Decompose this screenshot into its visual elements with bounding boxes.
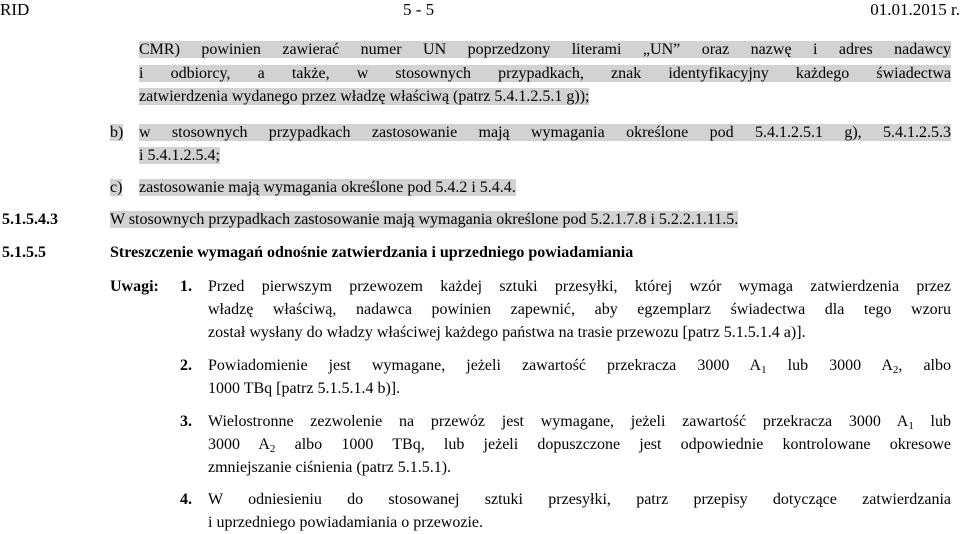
notes-label: Uwagi:: [110, 278, 159, 295]
section-number-5-1-5-4-3: 5.1.5.4.3: [2, 211, 58, 228]
item-b-line-2: i 5.4.1.2.5.4;: [139, 147, 220, 164]
note-2-number: 2.: [180, 357, 192, 374]
note-1-line-2: władzę właściwą, nadawca powinien zapewnić, aby egzemplarz świadectwa dla tego wzoru: [208, 301, 951, 318]
note-3-number: 3.: [180, 413, 192, 430]
intro-line-3: zatwierdzenia wydanego przez władzę właściwą (patrz 5.4.1.2.5.1 g));: [139, 88, 590, 105]
intro-line-2: i odbiorcy, a także, w stosownych przypadkach, znak identyfikacyjny każdego świadectwa: [139, 65, 951, 82]
intro-line-1: CMR) powinien zawierać numer UN poprzedzony literami „UN” oraz nazwę i adres nadawcy: [139, 41, 951, 58]
page-header: [0, 0, 960, 22]
note-2-subscript-2: 2: [892, 364, 899, 376]
note-3-subscript-2: 2: [269, 443, 276, 455]
note-4-line-1: W odniesieniu do stosowanej sztuki przesyłki, patrz przepisy dotyczące zatwierdzania: [208, 491, 951, 508]
note-3-line-3: zmniejszanie ciśnienia (patrz 5.1.5.1).: [208, 459, 452, 476]
section-5-1-5-5-title: Streszczenie wymagań odnośnie zatwierdzania i uprzedniego powiadamiania: [110, 244, 634, 261]
note-4-line-2: i uprzedniego powiadamiania o przewozie.: [208, 514, 483, 531]
header-page-number: 5 - 5: [403, 0, 435, 19]
note-3-subscript-1: 1: [908, 420, 914, 432]
item-c-label: c): [110, 179, 123, 196]
note-2-line-2: 1000 TBq [patrz 5.1.5.1.4 b)].: [208, 380, 401, 397]
item-b-line-1: w stosownych przypadkach zastosowanie mają wymagania określone pod 5.4.1.2.5.1 g), 5.4.1.2.5.3: [139, 124, 951, 141]
item-b-label: b): [110, 124, 124, 141]
header-date: 01.01.2015 r.: [870, 0, 960, 19]
section-number-5-1-5-5: 5.1.5.5: [2, 244, 46, 261]
note-1-number: 1.: [180, 278, 192, 295]
note-1-line-3: został wysłany do władzy właściwej każdego państwa na trasie przewozu [patrz 5.1.5.1.4 a)].: [208, 324, 806, 341]
note-1-line-1: Przed pierwszym przewozem każdej sztuki przesyłki, której wzór wymaga zatwierdzenia przez: [208, 278, 951, 295]
note-3-line-2: 3000 $A_2$ albo 1000 TBq, lub jeżeli dopuszczone jest odpowiednie kontrolowane okresowe: [208, 436, 952, 455]
note-2-line-1: Powiadomienie jest wymagane, jeżeli zawartość przekracza 3000 $A_1$ lub 3000 $A_2$, albo: [208, 357, 952, 376]
header-left: RID: [0, 0, 30, 19]
note-2-subscript-1: 1: [761, 364, 767, 376]
section-5-1-5-4-3-text: W stosownych przypadkach zastosowanie mają wymagania określone pod 5.2.1.7.8 i 5.2.2.1.11.5.: [110, 211, 739, 228]
item-c-text: zastosowanie mają wymagania określone pod 5.4.2 i 5.4.4.: [139, 179, 516, 196]
note-3-line-1: Wielostronne zezwolenie na przewóz jest wymagane, jeżeli zawartość przekracza 3000 $A_1$ lub: [208, 413, 952, 432]
note-4-number: 4.: [180, 491, 192, 508]
